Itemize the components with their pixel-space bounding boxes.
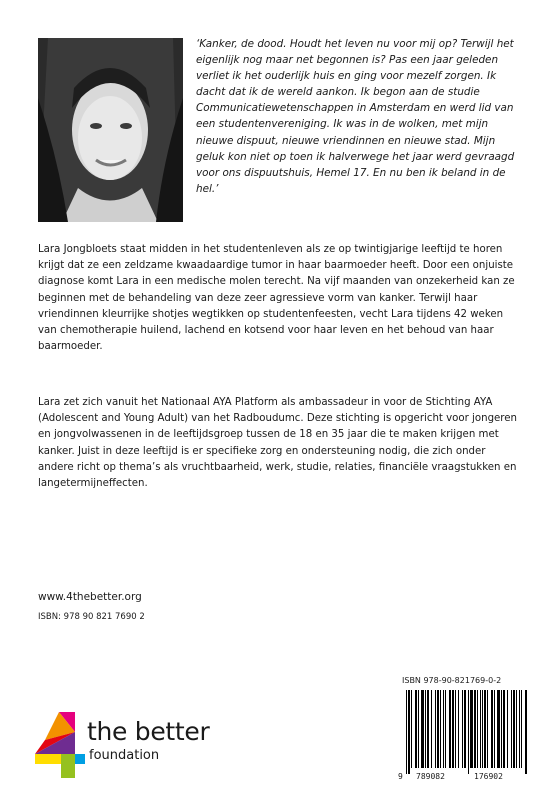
barcode-bar xyxy=(491,690,493,768)
barcode-bar xyxy=(525,690,527,774)
body-paragraph-1: Lara Jongbloets staat midden in het studentenleven als ze op twintigjarige leeftijd te horen krijgt dat ze een zeldzame kwaadaardige tumor in haar baarmoeder heeft. Door een onjuiste diagnose komt Lara in een medische molen terecht. Na vijf maanden van onzekerheid kan ze beginnen met de behandeling van deze zeer agressieve vorm van kanker. Terwijl haar vriendinnen kleurrijke shotjes wegtikken op studentenfeesten, vecht Lara tijdens 42 weken van chemotherapie huilend, lachend en kotsend voor haar leven en het behoud van haar baarmoeder. xyxy=(38,244,515,353)
barcode-bar xyxy=(513,690,515,768)
barcode-bar xyxy=(437,690,439,768)
logo-subtitle: foundation xyxy=(89,748,160,763)
barcode-bar xyxy=(519,690,520,768)
barcode-bar xyxy=(458,690,459,768)
barcode-bar xyxy=(408,690,410,774)
barcode-bar xyxy=(445,690,446,768)
4thebetter-logo xyxy=(35,712,225,778)
barcode-bar xyxy=(462,690,463,768)
barcode-bar xyxy=(427,690,429,768)
barcode-bar xyxy=(418,690,419,768)
barcode-bar xyxy=(443,690,444,768)
barcode-digits-right: 176902 xyxy=(474,772,503,781)
barcode-bar xyxy=(425,690,426,768)
barcode-bar xyxy=(521,690,522,768)
barcode-bar xyxy=(449,690,451,768)
barcode-bar xyxy=(415,690,417,768)
barcode-bar xyxy=(511,690,512,768)
barcode-digit-first: 9 xyxy=(398,772,403,781)
barcode-bar xyxy=(501,690,502,768)
author-quote: ‘Kanker, de dood. Houdt het leven nu voor mij op? Terwijl het eigenlijk nog maar net begonnen is? Pas een jaar geleden verliet ik het ouderlijk huis en ging voor mezelf zorgen. Ik dacht dat ik de wereld aankon. Ik begon aan de studie Communicatiewetenschappen in Amsterdam en werd lid van een studentenvereniging. Ik was in de wolken, met mijn nieuwe dispuut, nieuwe vriendinnen en nieuwe stad. Mijn geluk kon niet op toen ik halverwege het jaar werd gevraagd voor ons dispuutshuis, Hemel 17. En nu ben ik beland in de hel.’ xyxy=(196,38,515,195)
barcode-bar xyxy=(464,690,466,768)
barcode-bar xyxy=(516,690,517,768)
portrait-illustration xyxy=(38,38,183,222)
barcode-bar xyxy=(452,690,454,768)
isbn-text: ISBN: 978 90 821 7690 2 xyxy=(38,612,145,622)
barcode-bar xyxy=(431,690,432,768)
logo-name: the better xyxy=(87,717,210,746)
barcode-bar xyxy=(484,690,486,768)
barcode-bar xyxy=(411,690,412,768)
barcode-bar xyxy=(435,690,436,768)
barcode-bar xyxy=(507,690,508,768)
barcode-bar xyxy=(487,690,488,768)
author-photo xyxy=(38,38,183,222)
barcode-digits-left: 789082 xyxy=(416,772,445,781)
barcode-bar xyxy=(406,690,407,774)
barcode-bar xyxy=(477,690,478,768)
barcode-bar xyxy=(474,690,476,768)
barcode-bars xyxy=(406,690,528,774)
website-link[interactable]: www.4thebetter.org xyxy=(38,591,142,603)
barcode-bar xyxy=(468,690,469,774)
barcode-bar xyxy=(455,690,456,768)
barcode-bar xyxy=(494,690,495,768)
body-paragraph-2: Lara zet zich vanuit het Nationaal AYA Platform als ambassadeur in voor de Stichting AYA (Adolescent and Young Adult) van het Radboudumc. Deze stichting is opgericht voor jongeren en jongvolwassenen in de leeftijdsgroep tussen de 18 en 35 jaar die te maken krijgen met kanker. Juist in deze leeftijd is er specifieke zorg en ondersteuning nodig, die zich onder andere richt op thema’s als vruchtbaarheid, werk, studie, relaties, financiële vraagstukken en langetermijneffecten. xyxy=(38,397,517,490)
barcode-bar xyxy=(470,690,473,768)
barcode-bar xyxy=(497,690,500,768)
barcode-bar xyxy=(480,690,481,768)
four-logo-icon xyxy=(35,712,85,778)
barcode-isbn-label: ISBN 978-90-821769-0-2 xyxy=(402,676,502,685)
barcode xyxy=(398,676,534,788)
barcode-bar xyxy=(503,690,505,768)
barcode-bar xyxy=(440,690,441,768)
barcode-bar xyxy=(482,690,483,768)
barcode-bar xyxy=(421,690,424,768)
